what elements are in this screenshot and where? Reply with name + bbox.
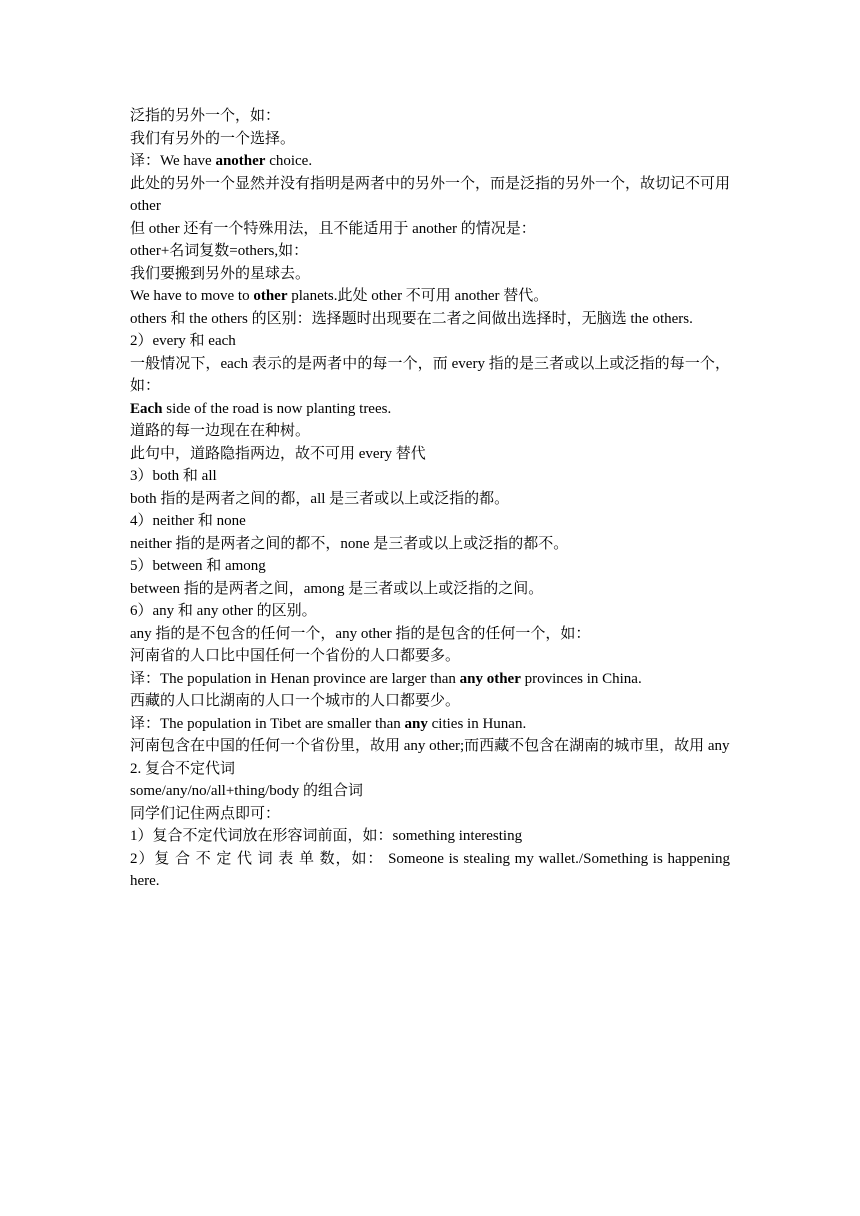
text-line (130, 105, 730, 128)
text-run: 但 other 还有一个特殊用法，且不能适用于 another 的情况是： (130, 220, 536, 237)
text-run: 我们要搬到另外的星球去。 (130, 265, 311, 282)
text-run: other+名词复数=others,如： (130, 243, 309, 259)
text-line (130, 240, 730, 263)
text-run: 6）any 和 any other 的区别。 (130, 603, 317, 619)
text-line (130, 420, 730, 443)
text-run: cities in Hunan. (427, 715, 527, 732)
bold-keyword: any other (459, 670, 521, 687)
text-run: 译：The population in Tibet are smaller than (130, 715, 405, 732)
text-run: neither 指的是两者之间的都不，none 是三者或以上或泛指的都不。 (130, 535, 569, 552)
text-run: 河南省的人口比中国任何一个省份的人口都要多。 (130, 648, 461, 664)
text-run: 河南包含在中国的任何一个省份里，故用 any other;而西藏不包含在湖南的城市里，故用 any (130, 738, 730, 754)
text-run: 西藏的人口比湖南的人口一个城市的人口都要少。 (130, 693, 461, 709)
document-body (130, 105, 730, 893)
text-run: 1）复合不定代词放在形容词前面，如：something interesting (130, 828, 523, 844)
text-line (130, 623, 730, 646)
text-run: 此处的另外一个显然并没有指明是两者中的另外一个，而是泛指的另外一个，故切记不可用 other (130, 175, 731, 214)
section-heading (130, 600, 730, 623)
text-run: 我们有另外的一个选择。 (130, 130, 296, 147)
text-line (130, 218, 730, 241)
text-run: 2）复 合 不 定 代 词 表 单 数，如： Someone is stealing my wallet./Something is happening here. (130, 850, 730, 889)
bold-keyword: any (404, 715, 428, 732)
text-paragraph (130, 353, 730, 398)
text-line (130, 150, 730, 173)
text-paragraph (130, 735, 730, 758)
text-paragraph (130, 173, 730, 218)
text-run: 2. 复合不定代词 (130, 760, 236, 777)
text-run: planets.此处 other 不可用 another 替代。 (287, 288, 549, 304)
text-run: 译：The population in Henan province are larger than (130, 670, 460, 687)
text-run: between 指的是两者之间，among 是三者或以上或泛指的之间。 (130, 580, 544, 597)
text-line (130, 668, 730, 691)
text-run: 4）neither 和 none (130, 513, 246, 529)
bold-keyword: other (253, 288, 288, 304)
section-heading (130, 465, 730, 488)
text-line (130, 780, 730, 803)
text-run: 同学们记住两点即可： (130, 805, 281, 822)
text-line (130, 825, 730, 848)
text-line (130, 128, 730, 151)
text-line (130, 263, 730, 286)
text-run: 3）both 和 all (130, 468, 217, 484)
text-paragraph (130, 848, 730, 893)
text-run: both 指的是两者之间的都，all 是三者或以上或泛指的都。 (130, 490, 510, 507)
text-run: provinces in China. (520, 670, 642, 687)
text-run: 2）every 和 each (130, 333, 236, 349)
text-run: We have to move to (130, 288, 254, 304)
text-line (130, 488, 730, 511)
text-run: 5）between 和 among (130, 558, 266, 574)
text-line (130, 713, 730, 736)
text-run: others 和 the others 的区别：选择题时出现要在二者之间做出选择时，无脑选 the others. (130, 310, 693, 327)
text-line (130, 690, 730, 713)
text-run: 一般情况下，each 表示的是两者中的每一个，而 every 指的是三者或以上或泛指的每一个，如： (130, 355, 730, 394)
text-run: 泛指的另外一个，如： (130, 108, 281, 124)
section-heading (130, 510, 730, 533)
text-run: side of the road is now planting trees. (162, 400, 392, 417)
section-heading (130, 555, 730, 578)
section-heading (130, 758, 730, 781)
text-line (130, 443, 730, 466)
bold-keyword: Each (130, 400, 163, 417)
bold-keyword: another (215, 153, 266, 169)
text-run: 此句中，道路隐指两边，故不可用 every 替代 (130, 445, 426, 462)
text-line (130, 285, 730, 308)
text-line (130, 803, 730, 826)
text-run: choice. (265, 153, 313, 169)
text-run: 道路的每一边现在在种树。 (130, 423, 311, 439)
text-run: some/any/no/all+thing/body 的组合词 (130, 783, 364, 799)
text-line (130, 578, 730, 601)
text-run: 译：We have (130, 153, 216, 169)
text-line (130, 533, 730, 556)
text-paragraph (130, 308, 730, 331)
text-run: any 指的是不包含的任何一个，any other 指的是包含的任何一个，如： (130, 625, 591, 642)
example-sentence (130, 398, 730, 421)
section-heading (130, 330, 730, 353)
text-line (130, 645, 730, 668)
